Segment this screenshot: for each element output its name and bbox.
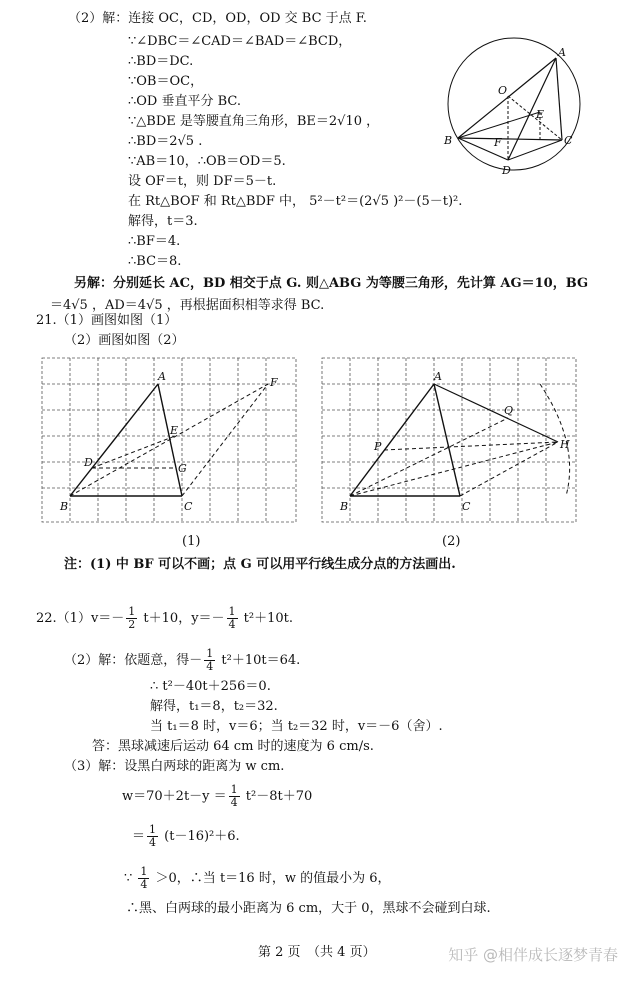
fig2-caption: (2) bbox=[442, 534, 461, 549]
q22-part2-end: t²＋10t＝64. bbox=[217, 653, 301, 668]
q22-part2-line-3: 解得，t₁＝8，t₂＝32. bbox=[150, 699, 278, 714]
circle-label-e: E bbox=[536, 108, 545, 121]
circle-label-f: F bbox=[494, 136, 502, 149]
q22-part1-end: t²＋10t. bbox=[239, 611, 294, 626]
frac-den: 4 bbox=[149, 836, 157, 849]
fig2-label-c: C bbox=[462, 500, 471, 513]
q22-part3-line-4 bbox=[124, 866, 391, 891]
frac-den: 4 bbox=[140, 878, 148, 891]
q22-part3-line-3 bbox=[132, 824, 240, 849]
circle-label-c: C bbox=[564, 134, 573, 147]
circle-label-d: D bbox=[502, 164, 511, 177]
fig1-label-c: C bbox=[184, 500, 193, 513]
fig1-label-f: F bbox=[270, 376, 278, 389]
q20-line-6: ∵△BDE 是等腰直角三角形，BE＝2√10 ， bbox=[128, 114, 380, 129]
q22-part3-l2-pre: w＝70＋2t－y ＝ bbox=[122, 789, 227, 804]
q22-part1 bbox=[36, 606, 293, 631]
q22-part1-frac2 bbox=[227, 606, 238, 631]
fig1-label-g: G bbox=[178, 462, 187, 475]
frac-num: 1 bbox=[140, 865, 148, 878]
watermark: 知乎 @相伴成长逐梦青春 bbox=[448, 946, 618, 964]
q20-line-3: ∴BD＝DC. bbox=[128, 54, 194, 69]
frac-num: 1 bbox=[149, 823, 157, 836]
circle-figure bbox=[436, 34, 596, 182]
q20-line-4: ∵OB＝OC， bbox=[128, 74, 204, 89]
frac-den: 4 bbox=[230, 796, 238, 809]
q22-part3-line-5: ∴黑、白两球的最小距离为 6 cm，大于 0，黑球不会碰到白球. bbox=[126, 901, 491, 916]
q22-part2-answer: 答：黑球减速后运动 64 cm 时的速度为 6 cm/s. bbox=[92, 739, 374, 754]
q22-part1-mid: t＋10，y＝－ bbox=[139, 611, 225, 626]
q20-line-12: ∴BF＝4. bbox=[128, 234, 181, 249]
q20-line-11: 解得，t＝3. bbox=[128, 214, 198, 229]
q22-part3-line-1: （3）解：设黑白两球的距离为 w cm. bbox=[64, 759, 285, 774]
q22-part1-pre: 22.（1）v＝－ bbox=[36, 611, 125, 626]
grid-figure-2 bbox=[318, 354, 580, 526]
q21-line-2: （2）画图如图（2） bbox=[64, 333, 185, 348]
fig1-caption: (1) bbox=[182, 534, 201, 549]
q22-part2-frac bbox=[204, 648, 215, 673]
circle-label-b: B bbox=[444, 134, 453, 147]
frac-num: 1 bbox=[228, 605, 236, 618]
frac-den: 4 bbox=[228, 618, 236, 631]
grid-lines-2 bbox=[322, 358, 576, 522]
fig2-label-p: P bbox=[374, 440, 382, 453]
frac-den: 4 bbox=[206, 660, 214, 673]
fig1-label-a: A bbox=[158, 370, 166, 383]
circle-label-a: A bbox=[558, 46, 566, 59]
grid-figure-1 bbox=[38, 354, 300, 526]
q20-alt-line-2: ＝4√5 ，AD＝4√5 ，再根据面积相等求得 BC. bbox=[50, 298, 325, 313]
q20-line-8: ∵AB＝10，∴OB＝OD＝5. bbox=[128, 154, 286, 169]
frac-num: 1 bbox=[230, 783, 238, 796]
circle-label-o: O bbox=[498, 84, 508, 97]
q22-part3-frac2 bbox=[147, 824, 158, 849]
q20-alt-line-1: 另解：分别延长 AC，BD 相交于点 G. 则△ABG 为等腰三角形，先计算 AG＝10，BG bbox=[74, 276, 589, 291]
q22-part3-l4-end: ＞0，∴当 t＝16 时，w 的值最小为 6， bbox=[151, 871, 391, 886]
fig1-label-e: E bbox=[170, 424, 179, 437]
q22-part2-pre: （2）解：依题意，得－ bbox=[64, 653, 203, 668]
fig2-label-a: A bbox=[434, 370, 442, 383]
frac-num: 1 bbox=[206, 647, 214, 660]
q22-part2-line-2: ∴ t²－40t＋256＝0. bbox=[150, 679, 271, 694]
fig2-label-b: B bbox=[340, 500, 349, 513]
fig1-label-b: B bbox=[60, 500, 69, 513]
frac-num: 1 bbox=[128, 605, 136, 618]
q22-part3-l3-pre: ＝ bbox=[132, 829, 146, 844]
q22-part1-frac1 bbox=[126, 606, 137, 631]
q22-part3-frac1 bbox=[229, 784, 240, 809]
frac-den: 2 bbox=[128, 618, 136, 631]
q22-part3-l4-pre: ∵ bbox=[124, 871, 137, 886]
fig2-label-q: Q bbox=[504, 404, 514, 417]
q21-line-1: 21.（1）画图如图（1） bbox=[36, 313, 178, 328]
q20-line-7: ∴BD＝2√5 . bbox=[128, 134, 203, 149]
q22-part2-line-1 bbox=[64, 648, 300, 673]
q20-line-2: ∵∠DBC＝∠CAD＝∠BAD＝∠BCD， bbox=[128, 34, 352, 49]
q20-line-9: 设 OF＝t，则 DF＝5－t. bbox=[128, 174, 277, 189]
q20-line-1: （2）解：连接 OC，CD，OD，OD 交 BC 于点 F. bbox=[68, 11, 367, 26]
q20-line-10: 在 Rt△BOF 和 Rt△BDF 中， 5²－t²＝(2√5 )²－(5－t)². bbox=[128, 194, 463, 209]
q20-line-13: ∴BC＝8. bbox=[128, 254, 182, 269]
fig2-label-h: H bbox=[560, 438, 570, 451]
q22-part3-l2-end: t²－8t＋70 bbox=[241, 789, 313, 804]
q22-part3-frac3 bbox=[138, 866, 149, 891]
page-number: 第 2 页 （共 4 页） bbox=[258, 945, 376, 960]
q22-part2-line-4: 当 t₁＝8 时，v＝6；当 t₂＝32 时，v＝－6（舍）. bbox=[150, 719, 443, 734]
q20-line-5: ∴OD 垂直平分 BC. bbox=[128, 94, 242, 109]
q22-part3-l3-end: (t－16)²＋6. bbox=[160, 829, 240, 844]
fig1-label-d: D bbox=[84, 456, 93, 469]
q21-note: 注：(1) 中 BF 可以不画；点 G 可以用平行线生成分点的方法画出. bbox=[64, 557, 456, 572]
q22-part3-line-2 bbox=[122, 784, 312, 809]
